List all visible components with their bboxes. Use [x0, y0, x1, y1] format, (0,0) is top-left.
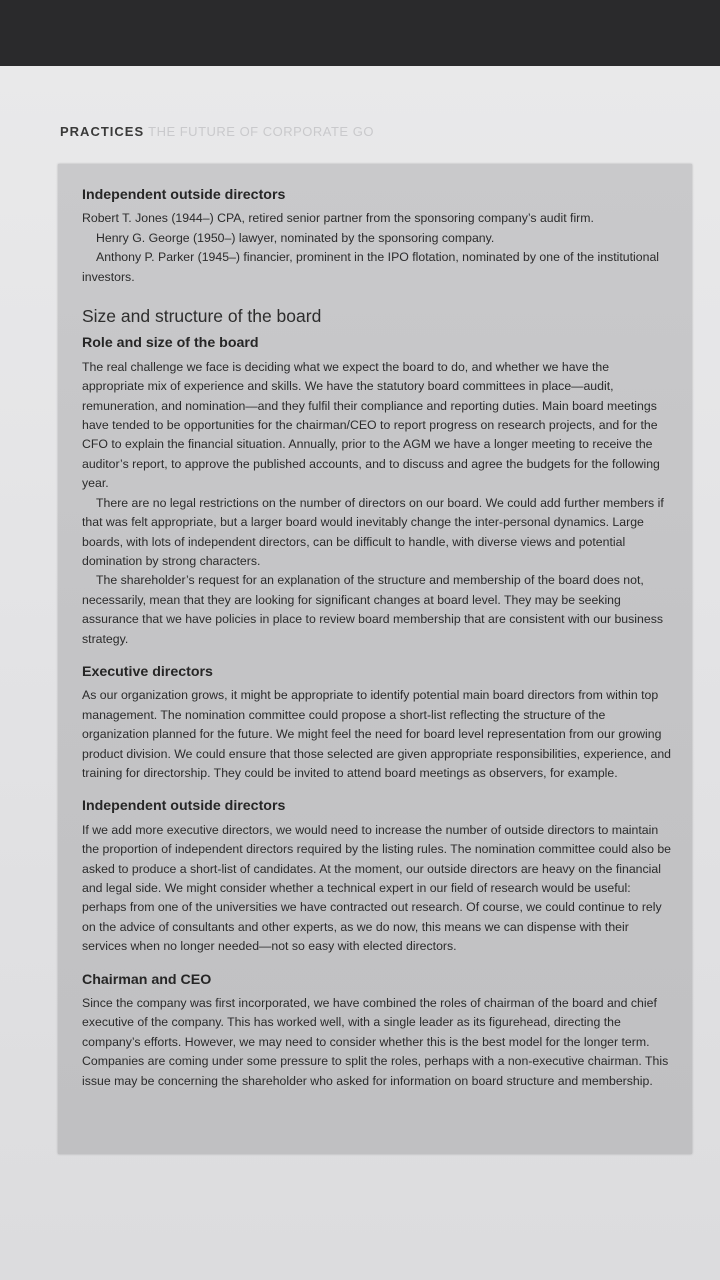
running-head [60, 124, 374, 139]
chairman-heading: Chairman and CEO [82, 971, 212, 988]
case-content [82, 186, 674, 1091]
director-george: Henry G. George (1950–) lawyer, nominated by the sponsoring company. [96, 230, 495, 245]
section-title: Size and structure of the board [82, 306, 322, 327]
independent-heading: Independent outside directors [82, 798, 286, 815]
executive-heading: Executive directors [82, 663, 213, 680]
running-head-label: PRACTICES [60, 124, 145, 139]
role-paragraph-1: The real challenge we face is deciding what we expect the board to do, and whether we have the appropriate mix of experience and skills. We have the statutory board committees in place—audit, remuneration, and nomination—and they fulfil their compliance and reporting duties. Main board meetings have tended to be opportunities for the chairman/CEO to report progress on research projects, and for the CFO to explain the financial situation. Annually, prior to the AGM we have a longer meeting to receive the auditor’s report, to approve the published accounts, and to discuss and agree the budgets for the following year. [82, 359, 660, 491]
independent-paragraph: If we add more executive directors, we would need to increase the number of outside directors to maintain the proportion of independent directors required by the listing rules. The nomination committee could also be asked to produce a short-list of candidates. At the moment, our outside directors are heavy on the financial and legal side. We might consider whether a technical expert in our field of research would be useful: perhaps from one of the universities we have contracted out research. Of course, we could continue to rely on the advice of consultants and other experts, as we do now, this means we can dispense with their services when no longer needed—not so easy with elected directors. [82, 822, 672, 954]
director-parker: Anthony P. Parker (1945–) financier, prominent in the IPO flotation, nominated by one of the institutional investors. [82, 250, 660, 284]
director-jones: Robert T. Jones (1944–) CPA, retired senior partner from the sponsoring company’s audit firm. [82, 211, 594, 226]
executive-paragraph: As our organization grows, it might be appropriate to identify potential main board directors from within top management. The nomination committee could propose a short-list reflecting the structure of the organization planned for the future. We might feel the need for board level representation from our growing product division. We could ensure that those selected are given appropriate responsibilities, experience, and training for directorship. They could be invited to attend board meetings as observers, for example. [82, 688, 672, 780]
intro-heading: Independent outside directors [82, 187, 286, 203]
role-heading: Role and size of the board [82, 335, 259, 352]
role-paragraph-2: There are no legal restrictions on the number of directors on our board. We could add further members if that was felt appropriate, but a larger board would inevitably change the inter-personal dynamics. Large boards, with lots of independent directors, can be difficult to handle, with diverse views and potential domination by strong characters. [82, 495, 664, 568]
running-head-ghost: THE FUTURE OF CORPORATE GO [148, 124, 374, 139]
chairman-paragraph: Since the company was first incorporated, we have combined the roles of chairman of the board and chief executive of the company. This has worked well, with a single leader as its figurehead, directing the company’s efforts. However, we may need to consider whether this is the best model for the longer term. Companies are coming under some pressure to split the roles, perhaps with a non-executive chairman. This issue may be concerning the shareholder who asked for information on board structure and membership. [82, 996, 669, 1088]
role-paragraph-3: The shareholder’s request for an explanation of the structure and membership of the board does not, necessarily, mean that they are looking for significant changes at board level. They may be seeking assurance that we have policies in place to review board membership that are consistent with our business strategy. [82, 573, 663, 646]
